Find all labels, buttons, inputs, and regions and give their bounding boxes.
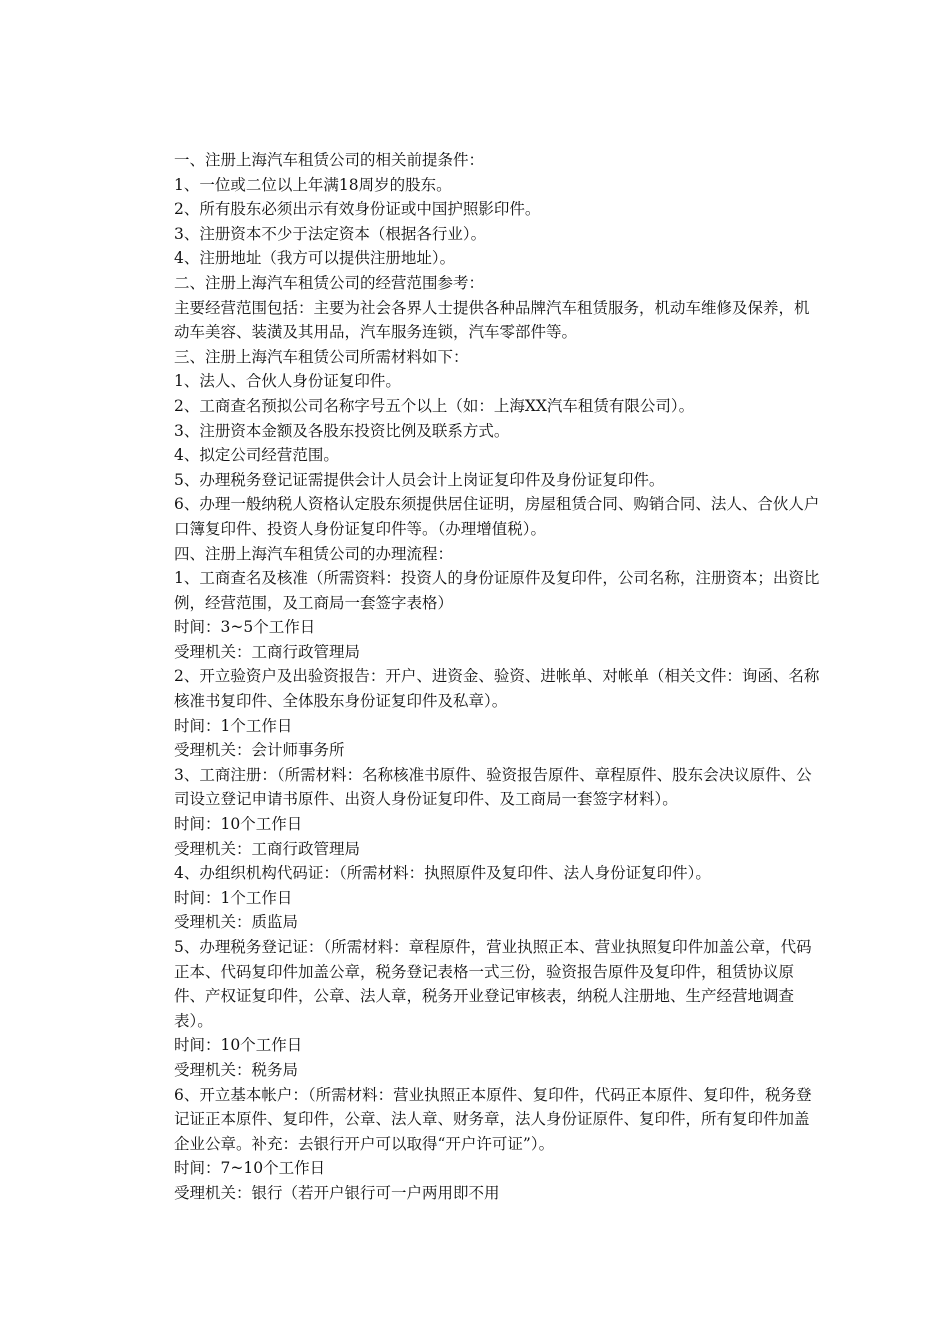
paragraph: 5、办理税务登记证：（所需材料：章程原件，营业执照正本、营业执照复印件加盖公章，代码正本、代码复印件加盖公章，税务登记表格一式三份，验资报告原件及复印件，租赁协议原件、产权证复印件，公章、法人章，税务开业登记审核表，纳税人注册地、生产经营地调查表）。	[174, 938, 812, 1030]
paragraph: 6、办理一般纳税人资格认定股东须提供居住证明，房屋租赁合同、购销合同、法人、合伙人户口簿复印件、投资人身份证复印件等。（办理增值税）。	[174, 495, 820, 538]
paragraph: 4、注册地址（我方可以提供注册地址）。	[174, 249, 456, 268]
paragraph: 6、开立基本帐户：（所需材料：营业执照正本原件、复印件，代码正本原件、复印件，税务登记证正本原件、复印件，公章、法人章、财务章，法人身份证原件、复印件，所有复印件加盖企业公章。补充：去银行开户可以取得“开户许可证”）。	[174, 1085, 812, 1153]
paragraph: 时间：10个工作日	[174, 1036, 303, 1055]
section-heading-1: 一、注册上海汽车租赁公司的相关前提条件：	[174, 151, 485, 169]
paragraph: 受理机关：质监局	[174, 913, 299, 932]
paragraph: 2、所有股东必须出示有效身份证或中国护照影印件。	[174, 200, 541, 219]
paragraph: 1、一位或二位以上年满18周岁的股东。	[174, 175, 452, 194]
paragraph: 4、拟定公司经营范围。	[174, 446, 339, 465]
paragraph: 3、注册资本金额及各股东投资比例及联系方式。	[174, 421, 510, 440]
paragraph: 1、法人、合伙人身份证复印件。	[174, 372, 401, 391]
paragraph: 时间：1个工作日	[174, 888, 293, 907]
document-body	[174, 148, 824, 1206]
paragraph: 受理机关：工商行政管理局	[174, 839, 361, 858]
paragraph: 受理机关：银行（若开户银行可一户两用即不用	[174, 1183, 500, 1202]
paragraph: 时间：1个工作日	[174, 716, 293, 735]
paragraph: 受理机关：会计师事务所	[174, 741, 345, 760]
section-heading-4: 四、注册上海汽车租赁公司的办理流程：	[174, 544, 454, 563]
paragraph: 时间：10个工作日	[174, 815, 303, 834]
paragraph: 受理机关：税务局	[174, 1060, 299, 1079]
section-heading-3: 三、注册上海汽车租赁公司所需材料如下：	[174, 347, 469, 366]
paragraph: 受理机关：工商行政管理局	[174, 642, 361, 661]
paragraph: 5、办理税务登记证需提供会计人员会计上岗证复印件及身份证复印件。	[174, 470, 665, 489]
paragraph: 3、工商注册：（所需材料：名称核准书原件、验资报告原件、章程原件、股东会决议原件、公司设立登记申请书原件、出资人身份证复印件、及工商局一套签字材料）。	[174, 765, 812, 809]
paragraph: 2、开立验资户及出验资报告：开户、进资金、验资、进帐单、对帐单（相关文件：询函、名称核准书复印件、全体股东身份证复印件及私章）。	[174, 667, 820, 711]
paragraph: 时间：3~5个工作日	[174, 618, 316, 637]
paragraph: 主要经营范围包括：主要为社会各界人士提供各种品牌汽车租赁服务，机动车维修及保养，机动车美容、装潢及其用品，汽车服务连锁，汽车零部件等。	[174, 298, 810, 342]
section-heading-2: 二、注册上海汽车租赁公司的经营范围参考：	[174, 273, 485, 292]
paragraph: 4、办组织机构代码证：（所需材料：执照原件及复印件、法人身份证复印件）。	[174, 864, 711, 883]
paragraph: 2、工商查名预拟公司名称字号五个以上（如：上海XX汽车租赁有限公司）。	[174, 396, 695, 415]
paragraph: 时间：7~10个工作日	[174, 1159, 326, 1178]
paragraph: 1、工商查名及核准（所需资料：投资人的身份证原件及复印件，公司名称，注册资本；出资比例，经营范围，及工商局一套签字表格）	[174, 569, 820, 612]
paragraph: 3、注册资本不少于法定资本（根据各行业）。	[174, 224, 487, 243]
